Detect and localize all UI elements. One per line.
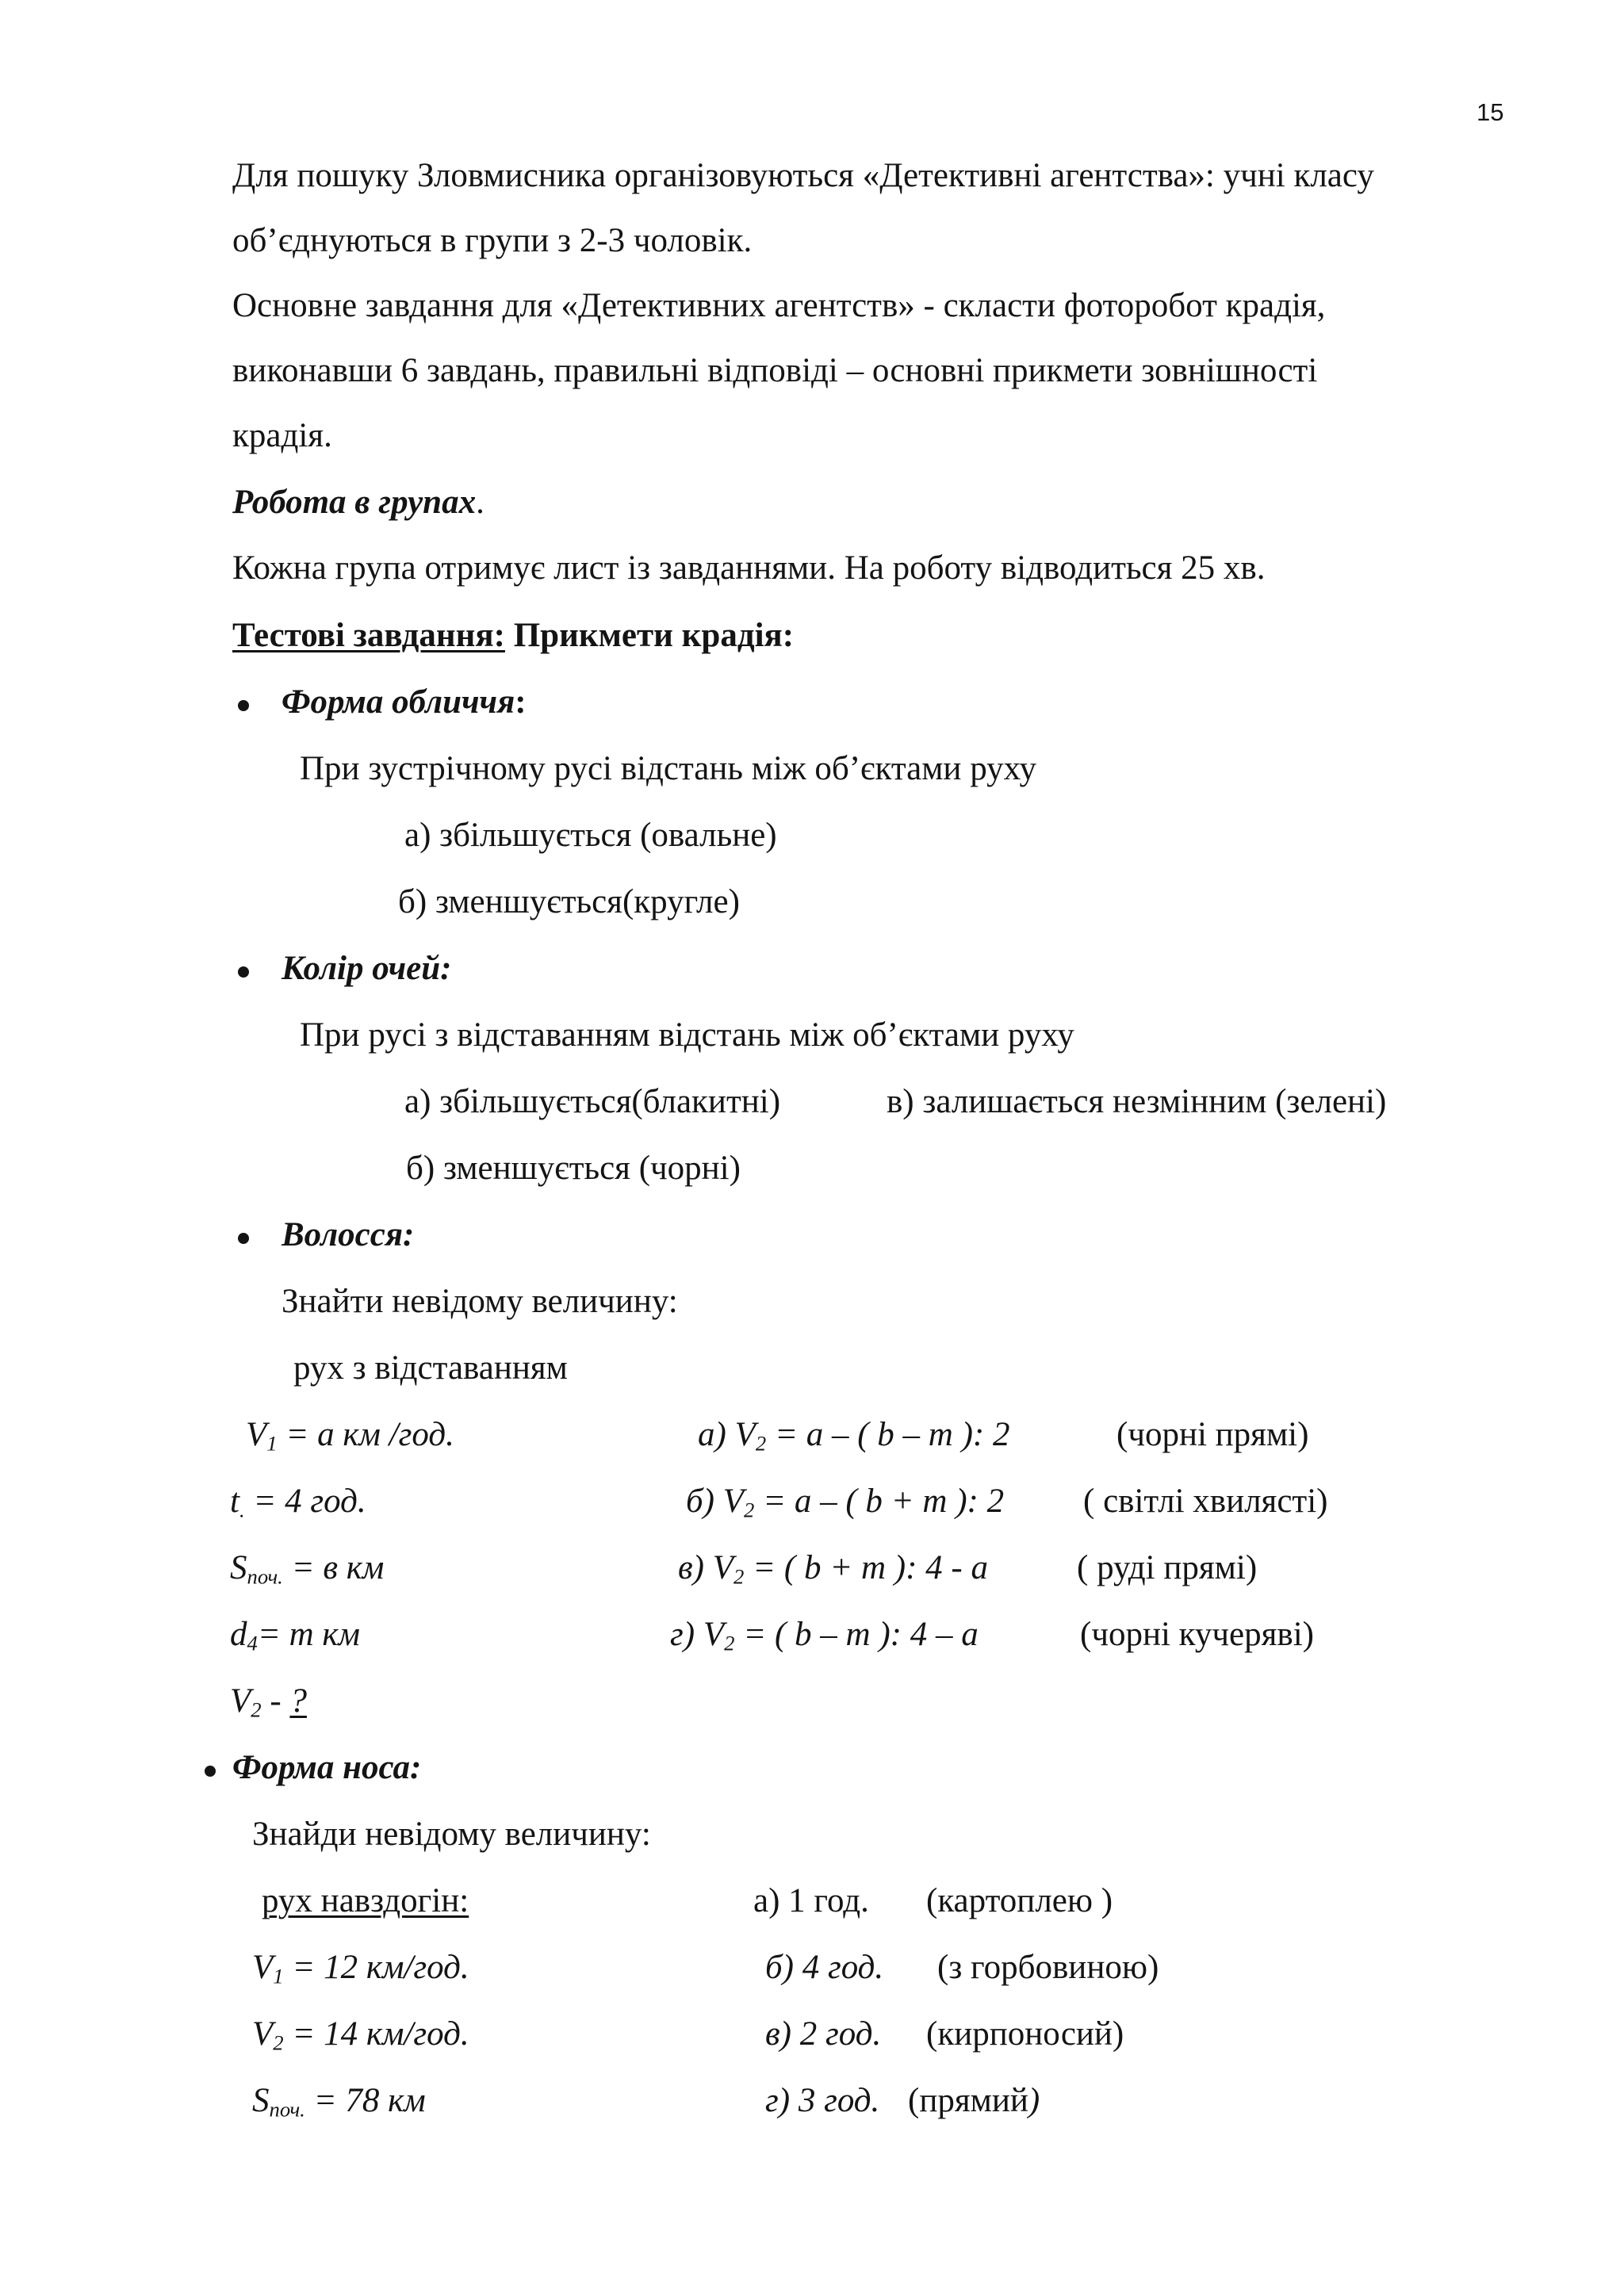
nose-answer-b-note: (з горбовиною)	[937, 1949, 1159, 1986]
face-title-text: Форма обличчя	[282, 683, 515, 721]
hair-answer-g-note: (чорні кучеряві)	[1080, 1616, 1314, 1653]
face-question: При зустрічному русі відстань між об’єктами руху	[300, 750, 1036, 787]
nose-answer-b: б) 4 год.	[765, 1949, 884, 1986]
face-title-colon: :	[515, 683, 527, 721]
group-work-title: Робота в групах	[232, 484, 477, 521]
nose-answer-a-note: (картоплею )	[926, 1882, 1113, 1919]
hair-answer-a: а) $V_2 = a$ – ( b – m ): 2	[698, 1416, 1010, 1456]
group-work-heading	[232, 485, 485, 519]
nose-answer-g-note: (прямий)	[908, 2082, 1040, 2119]
hair-given-d: $d_4= m$ км	[230, 1616, 360, 1655]
hair-unknown-v2: $V_2$ - ?	[230, 1682, 307, 1722]
nose-answer-v-note: (кирпоносий)	[926, 2015, 1124, 2053]
nose-answer-v: в) 2 год.	[765, 2015, 882, 2053]
face-title	[282, 685, 527, 719]
hair-answer-b: б) $V_2 = a$ – ( b + m ): 2	[686, 1483, 1005, 1522]
eyes-option-v: в) залишається незмінним (зелені)	[887, 1083, 1387, 1120]
page-number: 15	[1477, 98, 1504, 126]
bullet-icon	[238, 966, 249, 978]
bullet-icon	[205, 1766, 216, 1777]
intro-line-1: Для пошуку Зловмисника організовуються «Детективні агентства»: учні класу	[232, 157, 1374, 194]
nose-answer-a: а) 1 год.	[753, 1882, 869, 1919]
intro-line-2: об’єднуються в групи з 2-3 чоловік.	[232, 222, 753, 259]
bullet-icon	[238, 1233, 249, 1244]
nose-title: Форма носа:	[232, 1749, 422, 1786]
hair-answer-a-note: (чорні прямі)	[1116, 1416, 1309, 1453]
group-work-period: .	[476, 484, 485, 521]
hair-answer-g: г) $V_2$ = ( b – m ): 4 – a	[670, 1616, 979, 1655]
nose-task: Знайди невідому величину:	[252, 1816, 651, 1853]
intro-line-5: крадія.	[232, 417, 332, 454]
group-work-text: Кожна група отримує лист із завданнями. На роботу відводиться 25 хв.	[232, 549, 1266, 587]
intro-line-4: виконавши 6 завдань, правильні відповіді – основні прикмети зовнішності	[232, 352, 1318, 389]
hair-motion: рух з відставанням	[293, 1349, 568, 1387]
hair-given-s: $S_{поч.} = в$ км	[230, 1549, 385, 1589]
nose-given-s: $S_{поч.} = 78$ км	[252, 2082, 426, 2122]
hair-answer-b-note: ( світлі хвилясті)	[1083, 1483, 1328, 1520]
tests-heading	[232, 618, 794, 652]
hair-title: Волосся:	[282, 1216, 415, 1253]
intro-line-3: Основне завдання для «Детективних агентств» - скласти фоторобот крадія,	[232, 287, 1326, 324]
nose-given-v2: $V_2 = 14$ км/год.	[252, 2015, 469, 2055]
eyes-question: При русі з відставанням відстань між об’єктами руху	[300, 1016, 1074, 1054]
tests-heading-rest: Прикмети крадія:	[504, 617, 795, 654]
face-option-b: б) зменшується(кругле)	[398, 883, 740, 920]
face-option-a: а) збільшується (овальне)	[404, 817, 777, 854]
tests-heading-underlined: Тестові завдання:	[232, 617, 505, 654]
hair-task: Знайти невідому величину:	[282, 1283, 678, 1320]
nose-given-v1: $V_1 = 12$ км/год.	[252, 1949, 469, 1988]
eyes-option-a: а) збільшується(блакитні)	[404, 1083, 781, 1120]
bullet-icon	[238, 700, 249, 711]
nose-answer-g: г) 3 год.	[765, 2082, 880, 2119]
hair-answer-v-note: ( руді прямі)	[1077, 1549, 1258, 1586]
hair-given-t: $t_. = 4$ год.	[230, 1483, 366, 1522]
hair-given-v1: $V_1 = а$ км /год.	[246, 1416, 454, 1456]
eyes-option-b: б) зменшується (чорні)	[406, 1150, 741, 1187]
hair-answer-v: в) $V_2$ = ( b + m ): 4 - a	[678, 1549, 988, 1589]
nose-motion: рух навздогін:	[262, 1882, 469, 1919]
eyes-title: Колір очей:	[282, 950, 452, 987]
